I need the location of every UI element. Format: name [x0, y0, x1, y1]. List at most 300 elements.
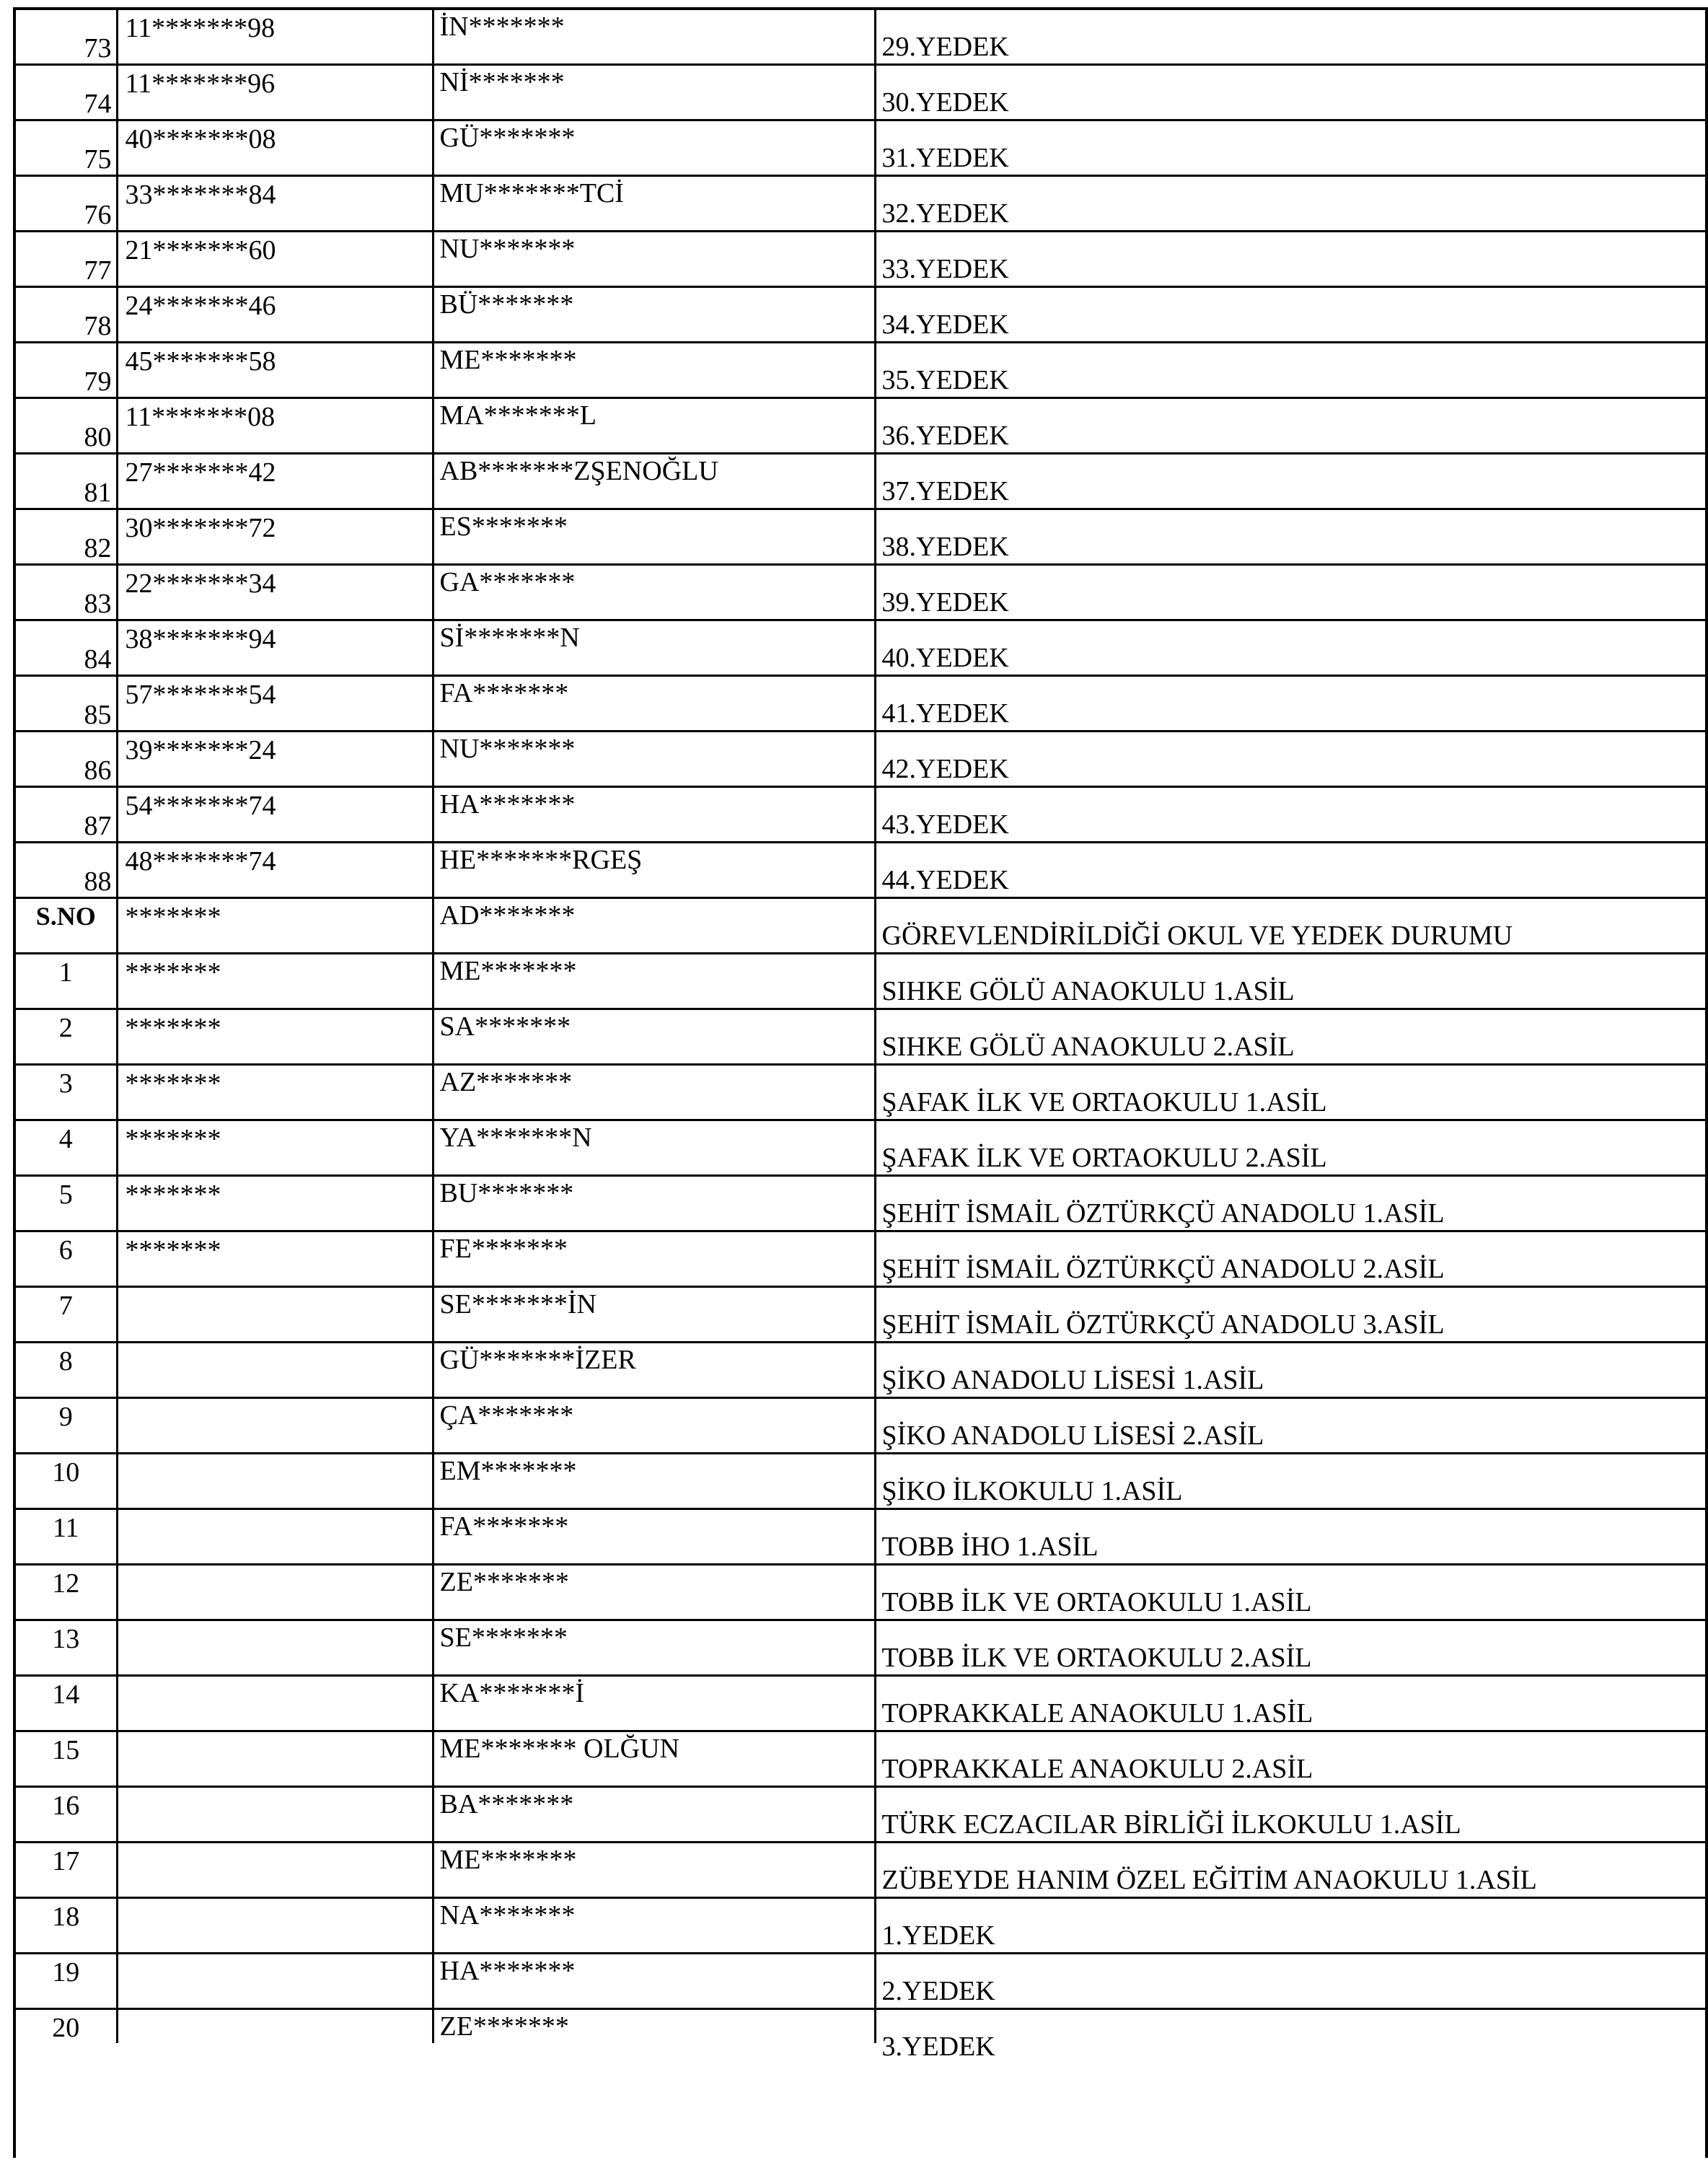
serial-number-cell-text: 5 [58, 1180, 73, 1210]
masked-id-cell [117, 1343, 433, 1398]
table-row [16, 1176, 1705, 1231]
masked-name-cell-text: ME******* [439, 345, 577, 375]
serial-number-cell [16, 343, 117, 398]
table-row [16, 454, 1705, 509]
serial-number-cell-text: 74 [84, 89, 112, 119]
table-row [16, 732, 1705, 787]
serial-number-cell [16, 843, 117, 898]
assignment-cell-text: 33.YEDEK [881, 254, 1009, 284]
serial-number-cell [16, 1176, 117, 1231]
header-masked-id [117, 898, 433, 954]
assignment-cell [875, 398, 1705, 454]
header-masked-name [433, 898, 875, 954]
assignment-cell [875, 732, 1705, 787]
header-assignment [875, 898, 1705, 954]
masked-id-cell [117, 1676, 433, 1731]
masked-name-cell-text: MA*******L [439, 400, 597, 431]
header-masked-id-text: ******* [125, 902, 221, 932]
assignment-cell [875, 1176, 1705, 1231]
serial-number-cell [16, 1454, 117, 1509]
serial-number-cell-text: 12 [52, 1568, 80, 1599]
masked-id-cell [117, 398, 433, 454]
masked-name-cell [433, 1231, 875, 1287]
masked-id-cell-text: 11*******98 [125, 13, 276, 43]
assignment-cell [875, 120, 1705, 176]
masked-name-cell-text: BA******* [439, 1789, 574, 1819]
masked-id-cell-text: ******* [125, 1068, 221, 1099]
masked-id-cell [117, 287, 433, 343]
serial-number-cell-text: 86 [84, 755, 112, 786]
serial-number-cell-text: 75 [84, 144, 112, 175]
masked-id-cell [117, 509, 433, 565]
masked-name-cell-text: EM******* [439, 1456, 577, 1486]
masked-name-cell [433, 1398, 875, 1454]
serial-number-cell [16, 1509, 117, 1565]
masked-id-cell [117, 232, 433, 287]
masked-name-cell [433, 1787, 875, 1843]
serial-number-cell-text: 1 [58, 957, 73, 988]
assignment-cell-text: TOPRAKKALE ANAOKULU 1.ASİL [881, 1698, 1313, 1729]
masked-id-cell-text: 48*******74 [125, 846, 276, 877]
serial-number-cell [16, 1787, 117, 1843]
table-row [16, 1787, 1705, 1843]
masked-name-cell-text: AB*******ZŞENOĞLU [439, 456, 718, 486]
masked-name-cell-text: FA******* [439, 678, 569, 708]
serial-number-cell-text: 79 [84, 366, 112, 397]
assignment-cell [875, 509, 1705, 565]
masked-id-cell-text: ******* [125, 1180, 221, 1210]
masked-name-cell [433, 1620, 875, 1676]
table-row [16, 287, 1705, 343]
serial-number-cell [16, 65, 117, 120]
masked-id-cell [117, 565, 433, 620]
assignment-cell [875, 1454, 1705, 1509]
masked-name-cell [433, 732, 875, 787]
masked-id-cell [117, 843, 433, 898]
masked-name-cell-text: MU*******TCİ [439, 178, 624, 208]
assignment-cell-text: 3.YEDEK [881, 2032, 995, 2062]
masked-name-cell [433, 1454, 875, 1509]
assignment-cell [875, 9, 1705, 65]
masked-name-cell-text: ES******* [439, 511, 568, 542]
table-row [16, 787, 1705, 843]
assignment-cell [875, 1898, 1705, 1954]
serial-number-cell-text: 88 [84, 866, 112, 897]
assignment-cell [875, 1343, 1705, 1398]
assignment-cell-text: 34.YEDEK [881, 309, 1009, 340]
assignment-cell-text: ŞİKO ANADOLU LİSESİ 2.ASİL [881, 1420, 1264, 1451]
assignment-cell-text: TÜRK ECZACILAR BİRLİĞİ İLKOKULU 1.ASİL [881, 1809, 1461, 1840]
masked-name-cell-text: FE******* [439, 1234, 568, 1264]
serial-number-cell-text: 20 [52, 2013, 80, 2043]
masked-id-cell-text: 38*******94 [125, 624, 276, 654]
masked-name-cell-text: ME******* [439, 1845, 577, 1875]
serial-number-cell [16, 1620, 117, 1676]
masked-name-cell-text: ZE******* [439, 1567, 569, 1597]
masked-name-cell-text: YA*******N [439, 1123, 592, 1153]
header-serial-number-text: S.NO [35, 902, 96, 931]
masked-name-cell-text: HA******* [439, 789, 576, 820]
assignment-cell-text: 43.YEDEK [881, 809, 1009, 840]
assignment-cell [875, 1954, 1705, 2009]
masked-name-cell-text: NU******* [439, 734, 576, 764]
masked-id-cell-text: 30*******72 [125, 513, 276, 543]
masked-id-cell-text: 11*******08 [125, 402, 276, 432]
masked-id-cell-text: 39*******24 [125, 735, 276, 765]
masked-id-cell [117, 1398, 433, 1454]
masked-name-cell-text: İN******* [439, 12, 565, 42]
table-row [16, 1231, 1705, 1287]
serial-number-cell-text: 2 [58, 1013, 73, 1043]
masked-name-cell-text: ME******* [439, 956, 577, 986]
assignment-cell-text: ŞİKO İLKOKULU 1.ASİL [881, 1476, 1183, 1506]
serial-number-cell-text: 9 [58, 1402, 73, 1432]
assignment-cell [875, 1731, 1705, 1787]
assignment-cell [875, 1287, 1705, 1343]
masked-id-cell-text: 33*******84 [125, 180, 276, 210]
masked-name-cell [433, 509, 875, 565]
masked-name-cell-text: NU******* [439, 234, 576, 264]
serial-number-cell [16, 1065, 117, 1120]
serial-number-cell [16, 1398, 117, 1454]
masked-name-cell [433, 565, 875, 620]
serial-number-cell [16, 1343, 117, 1398]
table-row [16, 398, 1705, 454]
assignment-cell [875, 954, 1705, 1009]
masked-id-cell [117, 1287, 433, 1343]
masked-id-cell [117, 454, 433, 509]
serial-number-cell-text: 19 [52, 1957, 80, 1988]
masked-name-cell-text: Nİ******* [439, 67, 565, 97]
table-row [16, 1565, 1705, 1620]
serial-number-cell [16, 1565, 117, 1620]
assignment-cell [875, 1120, 1705, 1176]
serial-number-cell [16, 954, 117, 1009]
masked-id-cell [117, 676, 433, 732]
serial-number-cell-text: 4 [58, 1124, 73, 1154]
masked-name-cell-text: GÜ******* [439, 123, 576, 153]
serial-number-cell-text: 85 [84, 700, 112, 730]
assignment-cell-text: 2.YEDEK [881, 1976, 995, 2006]
masked-name-cell [433, 954, 875, 1009]
masked-id-cell [117, 1565, 433, 1620]
assignment-cell [875, 343, 1705, 398]
masked-name-cell-text: SA******* [439, 1011, 571, 1042]
masked-name-cell [433, 787, 875, 843]
masked-id-cell-text: ******* [125, 1013, 221, 1043]
masked-id-cell [117, 1120, 433, 1176]
assignment-cell [875, 565, 1705, 620]
assignment-cell [875, 1009, 1705, 1065]
masked-name-cell [433, 676, 875, 732]
serial-number-cell [16, 1954, 117, 2009]
table-row [16, 954, 1705, 1009]
serial-number-cell-text: 77 [84, 255, 112, 286]
assignment-cell [875, 454, 1705, 509]
assignment-cell-text: 32.YEDEK [881, 198, 1009, 229]
table-row [16, 2009, 1705, 2044]
masked-id-cell [117, 732, 433, 787]
masked-name-cell-text: GÜ*******İZER [439, 1345, 636, 1375]
masked-id-cell-text: 21*******60 [125, 235, 276, 265]
masked-id-cell-text: ******* [125, 957, 221, 988]
masked-name-cell [433, 287, 875, 343]
masked-id-cell [117, 2009, 433, 2044]
masked-id-cell [117, 1898, 433, 1954]
masked-name-cell [433, 9, 875, 65]
masked-name-cell-text: SE*******İN [439, 1289, 597, 1319]
serial-number-cell [16, 1120, 117, 1176]
masked-name-cell-text: AZ******* [439, 1067, 573, 1097]
masked-id-cell [117, 1787, 433, 1843]
masked-id-cell [117, 1509, 433, 1565]
assignment-cell-text: 1.YEDEK [881, 1920, 995, 1951]
assignment-cell [875, 1787, 1705, 1843]
table-row [16, 620, 1705, 676]
masked-id-cell [117, 65, 433, 120]
serial-number-cell [16, 565, 117, 620]
masked-name-cell [433, 1176, 875, 1231]
serial-number-cell [16, 1287, 117, 1343]
serial-number-cell-text: 13 [52, 1624, 80, 1654]
table-row [16, 343, 1705, 398]
table-row [16, 1343, 1705, 1398]
serial-number-cell-text: 76 [84, 200, 112, 230]
assignment-cell [875, 620, 1705, 676]
serial-number-cell-text: 10 [52, 1457, 80, 1488]
masked-id-cell-text: 11*******96 [125, 69, 276, 99]
assignment-cell [875, 1065, 1705, 1120]
serial-number-cell-text: 82 [84, 533, 112, 563]
serial-number-cell [16, 1009, 117, 1065]
serial-number-cell-text: 8 [58, 1346, 73, 1376]
serial-number-cell [16, 1843, 117, 1898]
masked-name-cell [433, 454, 875, 509]
assignment-cell-text: TOBB İHO 1.ASİL [881, 1532, 1099, 1562]
masked-name-cell [433, 1343, 875, 1398]
masked-id-cell-text: 54*******74 [125, 791, 276, 821]
assignment-cell [875, 232, 1705, 287]
masked-id-cell-text: ******* [125, 1124, 221, 1154]
serial-number-cell [16, 1731, 117, 1787]
table-row [16, 565, 1705, 620]
assignment-table [16, 7, 1705, 2062]
masked-name-cell-text: ÇA******* [439, 1400, 574, 1431]
serial-number-cell-text: 78 [84, 311, 112, 341]
assignment-cell-text: 44.YEDEK [881, 865, 1009, 895]
masked-name-cell [433, 343, 875, 398]
masked-id-cell [117, 620, 433, 676]
serial-number-cell-text: 83 [84, 589, 112, 619]
serial-number-cell-text: 3 [58, 1068, 73, 1099]
masked-id-cell-text: 27*******42 [125, 457, 276, 488]
assignment-cell [875, 676, 1705, 732]
table-row [16, 120, 1705, 176]
masked-id-cell [117, 954, 433, 1009]
assignment-cell-text: TOBB İLK VE ORTAOKULU 2.ASİL [881, 1643, 1312, 1673]
table-row [16, 1120, 1705, 1176]
masked-name-cell [433, 1065, 875, 1120]
table-row [16, 1731, 1705, 1787]
assignment-cell-text: SIHKE GÖLÜ ANAOKULU 2.ASİL [881, 1032, 1295, 1062]
masked-id-cell [117, 1620, 433, 1676]
masked-name-cell-text: ZE******* [439, 2011, 569, 2042]
masked-name-cell [433, 398, 875, 454]
serial-number-cell-text: 81 [84, 478, 112, 508]
table-row [16, 1843, 1705, 1898]
masked-name-cell-text: GA******* [439, 567, 576, 597]
assignment-cell [875, 1676, 1705, 1731]
masked-name-cell [433, 1120, 875, 1176]
masked-id-cell [117, 1843, 433, 1898]
masked-name-cell [433, 65, 875, 120]
serial-number-cell [16, 454, 117, 509]
masked-id-cell [117, 176, 433, 232]
serial-number-cell-text: 7 [58, 1291, 73, 1321]
masked-id-cell [117, 343, 433, 398]
masked-name-cell [433, 843, 875, 898]
assignment-cell [875, 176, 1705, 232]
table-header-row [16, 898, 1705, 954]
masked-name-cell [433, 1565, 875, 1620]
assignment-cell-text: 42.YEDEK [881, 754, 1009, 784]
assignment-cell-text: ŞİKO ANADOLU LİSESİ 1.ASİL [881, 1365, 1264, 1395]
masked-name-cell-text: NA******* [439, 1900, 576, 1931]
masked-name-cell [433, 1676, 875, 1731]
assignment-cell [875, 287, 1705, 343]
masked-id-cell [117, 787, 433, 843]
assignment-cell-text: SIHKE GÖLÜ ANAOKULU 1.ASİL [881, 976, 1295, 1006]
masked-name-cell [433, 120, 875, 176]
serial-number-cell [16, 676, 117, 732]
serial-number-cell [16, 9, 117, 65]
serial-number-cell [16, 1676, 117, 1731]
table-row [16, 232, 1705, 287]
assignment-cell-text: 30.YEDEK [881, 87, 1009, 118]
masked-name-cell-text: FA******* [439, 1511, 569, 1542]
assignment-cell-text: 36.YEDEK [881, 421, 1009, 451]
masked-id-cell-text: 22*******34 [125, 568, 276, 599]
masked-id-cell-text: 45*******58 [125, 346, 276, 377]
masked-id-cell [117, 1454, 433, 1509]
serial-number-cell-text: 87 [84, 811, 112, 841]
serial-number-cell-text: 15 [52, 1735, 80, 1765]
assignment-cell [875, 1398, 1705, 1454]
masked-id-cell-text: 40*******08 [125, 124, 276, 154]
assignment-cell-text: TOBB İLK VE ORTAOKULU 1.ASİL [881, 1587, 1312, 1617]
header-assignment-text: GÖREVLENDİRİLDİĞİ OKUL VE YEDEK DURUMU [881, 921, 1513, 951]
serial-number-cell [16, 232, 117, 287]
masked-name-cell [433, 1954, 875, 2009]
serial-number-cell [16, 2009, 117, 2044]
table-row [16, 1620, 1705, 1676]
serial-number-cell [16, 787, 117, 843]
assignment-table-page [13, 7, 1708, 2158]
masked-id-cell [117, 1176, 433, 1231]
table-row [16, 1454, 1705, 1509]
masked-name-cell [433, 1843, 875, 1898]
assignment-cell-text: ZÜBEYDE HANIM ÖZEL EĞİTİM ANAOKULU 1.ASİL [881, 1865, 1537, 1895]
serial-number-cell [16, 176, 117, 232]
assignment-cell-text: 39.YEDEK [881, 587, 1009, 618]
header-serial-number [16, 898, 117, 954]
assignment-cell-text: 41.YEDEK [881, 698, 1009, 729]
masked-id-cell-text: 24*******46 [125, 291, 276, 321]
masked-id-cell [117, 1009, 433, 1065]
table-row [16, 1065, 1705, 1120]
assignment-cell-text: ŞAFAK İLK VE ORTAOKULU 1.ASİL [881, 1087, 1327, 1117]
masked-name-cell [433, 1287, 875, 1343]
masked-name-cell-text: ME******* OLĞUN [439, 1734, 679, 1764]
assignment-cell [875, 1620, 1705, 1676]
assignment-cell-text: ŞEHİT İSMAİL ÖZTÜRKÇÜ ANADOLU 2.ASİL [881, 1254, 1445, 1284]
assignment-cell [875, 1843, 1705, 1898]
table-row [16, 843, 1705, 898]
header-masked-name-text: AD******* [439, 900, 576, 931]
serial-number-cell [16, 398, 117, 454]
masked-id-cell-text: 57*******54 [125, 680, 276, 710]
table-row [16, 1287, 1705, 1343]
serial-number-cell-text: 84 [84, 644, 112, 675]
table-row [16, 1898, 1705, 1954]
masked-name-cell [433, 176, 875, 232]
assignment-cell-text: 40.YEDEK [881, 643, 1009, 673]
masked-id-cell [117, 1065, 433, 1120]
serial-number-cell [16, 1898, 117, 1954]
assignment-cell [875, 65, 1705, 120]
masked-name-cell [433, 2009, 875, 2044]
table-row [16, 1009, 1705, 1065]
masked-id-cell [117, 120, 433, 176]
serial-number-cell [16, 620, 117, 676]
masked-name-cell [433, 1509, 875, 1565]
masked-name-cell-text: Sİ*******N [439, 623, 580, 653]
masked-id-cell [117, 9, 433, 65]
masked-name-cell [433, 1009, 875, 1065]
serial-number-cell-text: 11 [52, 1513, 79, 1543]
table-row [16, 1954, 1705, 2009]
assignment-cell-text: 38.YEDEK [881, 532, 1009, 562]
serial-number-cell-text: 14 [52, 1679, 80, 1710]
masked-name-cell-text: KA*******İ [439, 1678, 585, 1708]
table-row [16, 1676, 1705, 1731]
masked-name-cell-text: HA******* [439, 1956, 576, 1986]
table-row [16, 65, 1705, 120]
assignment-cell [875, 1509, 1705, 1565]
table-row [16, 9, 1705, 65]
assignment-cell-text: 29.YEDEK [881, 32, 1009, 62]
assignment-cell [875, 1565, 1705, 1620]
masked-id-cell [117, 1731, 433, 1787]
assignment-table-body [16, 9, 1705, 2062]
assignment-cell-text: 31.YEDEK [881, 143, 1009, 173]
serial-number-cell [16, 509, 117, 565]
table-row [16, 1509, 1705, 1565]
masked-name-cell-text: HE*******RGEŞ [439, 845, 643, 875]
serial-number-cell-text: 16 [52, 1791, 80, 1821]
masked-name-cell-text: BÜ******* [439, 289, 574, 320]
serial-number-cell-text: 73 [84, 33, 112, 63]
masked-name-cell [433, 232, 875, 287]
table-row [16, 676, 1705, 732]
serial-number-cell [16, 120, 117, 176]
assignment-cell-text: 35.YEDEK [881, 365, 1009, 395]
serial-number-cell-text: 6 [58, 1235, 73, 1265]
serial-number-cell-text: 18 [52, 1902, 80, 1932]
masked-name-cell [433, 1731, 875, 1787]
assignment-cell-text: TOPRAKKALE ANAOKULU 2.ASİL [881, 1754, 1313, 1784]
serial-number-cell-text: 80 [84, 422, 112, 452]
